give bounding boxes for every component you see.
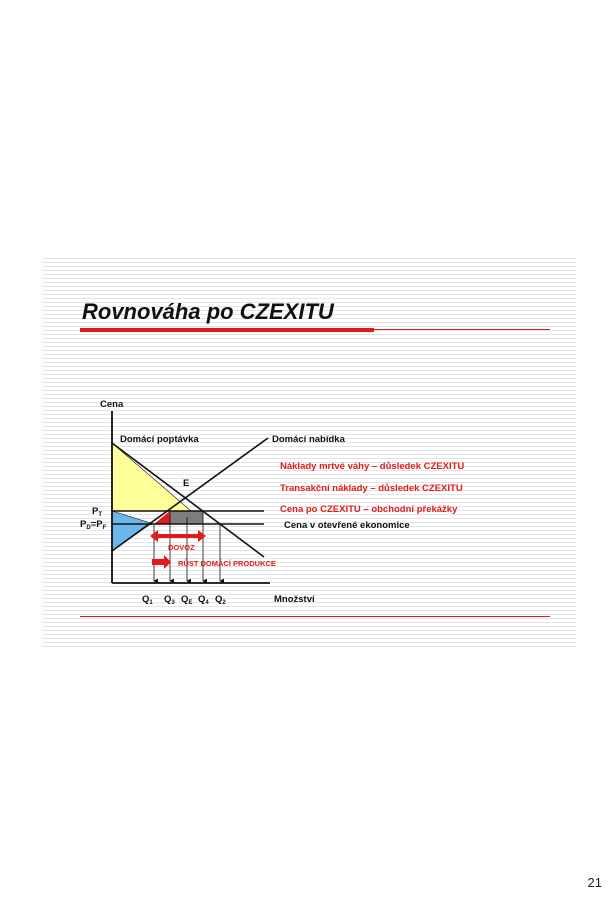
q1-label — [142, 594, 153, 606]
q3-letter: Q — [164, 594, 172, 605]
pt-subscript: T — [98, 512, 103, 518]
supply-label: Domácí nabídka — [272, 434, 345, 445]
q2-letter: Q — [215, 594, 223, 605]
pd-subscript: D — [86, 525, 91, 531]
growth-label: RŮST DOMÁCÍ PRODUKCE — [178, 559, 276, 568]
pf-subscript: F — [102, 525, 107, 531]
slide — [42, 255, 576, 647]
page-number: 21 — [587, 875, 602, 890]
footer-rule — [80, 616, 550, 617]
qe-letter: Q — [181, 594, 189, 605]
producer-surplus-area — [112, 511, 154, 551]
y-axis-label: Cena — [100, 399, 124, 410]
qe-label — [181, 594, 192, 606]
pd-letter: P — [80, 519, 87, 530]
demand-label: Domácí poptávka — [120, 434, 199, 445]
equilibrium-label: E — [183, 478, 190, 489]
q1-subscript: 1 — [149, 600, 153, 606]
price-label-pd-pf — [80, 519, 107, 531]
growth-arrow — [152, 555, 171, 569]
pt-letter: P — [92, 506, 99, 517]
legend-open-economy: Cena v otevřené ekonomice — [284, 520, 410, 531]
price-label-pt — [92, 506, 102, 518]
q3-label — [164, 594, 175, 606]
transaction-costs-area — [170, 511, 203, 524]
trade-diagram — [42, 255, 576, 647]
q2-label — [215, 594, 226, 606]
consumer-surplus-area — [112, 443, 191, 511]
q2-subscript: 2 — [222, 600, 226, 606]
qe-subscript: E — [188, 600, 193, 606]
q3-subscript: 3 — [171, 600, 175, 606]
q4-letter: Q — [198, 594, 206, 605]
pf-equals: =P — [90, 519, 103, 530]
slide-title: Rovnováha po CZEXITU — [82, 299, 334, 324]
import-arrow — [150, 530, 206, 542]
x-axis-label: Množství — [274, 594, 315, 605]
q1-letter: Q — [142, 594, 150, 605]
deadweight-loss-left — [154, 511, 170, 524]
q4-subscript: 4 — [205, 600, 209, 606]
legend-price-after: Cena po CZEXITU – obchodní překážky — [280, 504, 458, 515]
legend-deadweight: Náklady mrtvé váhy – důsledek CZEXITU — [280, 461, 465, 472]
import-label: DOVOZ — [168, 543, 195, 552]
legend-transaction: Transakční náklady – důsledek CZEXITU — [280, 483, 463, 494]
q4-label — [198, 594, 209, 606]
